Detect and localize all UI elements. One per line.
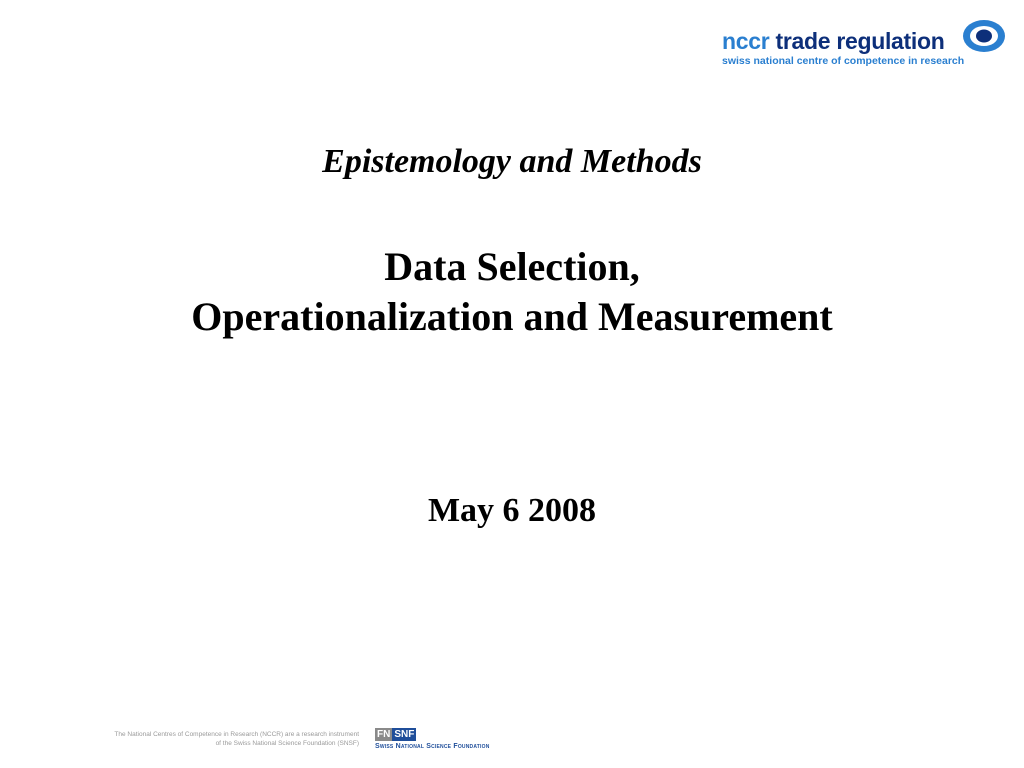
snf-name: Swiss National Science Foundation (375, 743, 490, 750)
snf-snf-text: SNF (394, 729, 415, 740)
logo-nccr-text: nccr (722, 28, 770, 54)
logo-trade-regulation-text: trade regulation (775, 28, 945, 54)
slide-title (0, 242, 1024, 342)
footer-note-line-1: The National Centres of Competence in Research (NCCR) are a research instrument (114, 731, 359, 738)
logo-tagline: swiss national centre of competence in research (722, 55, 965, 67)
footer-note-line-2: of the Swiss National Science Foundation (SNSF) (215, 740, 359, 747)
slide-date: May 6 2008 (427, 492, 597, 529)
snf-logo (375, 728, 500, 752)
footer-note (39, 730, 359, 748)
snf-mark (375, 728, 416, 741)
slide-subtitle: Epistemology and Methods (322, 143, 702, 180)
snf-fn-text: FN (377, 729, 391, 740)
slide-title-line-1: Data Selection, (384, 244, 640, 289)
eye-icon (962, 18, 1006, 54)
logo-wordmark (722, 28, 945, 54)
nccr-logo (722, 18, 1012, 70)
slide-title-line-2: Operationalization and Measurement (191, 294, 833, 339)
